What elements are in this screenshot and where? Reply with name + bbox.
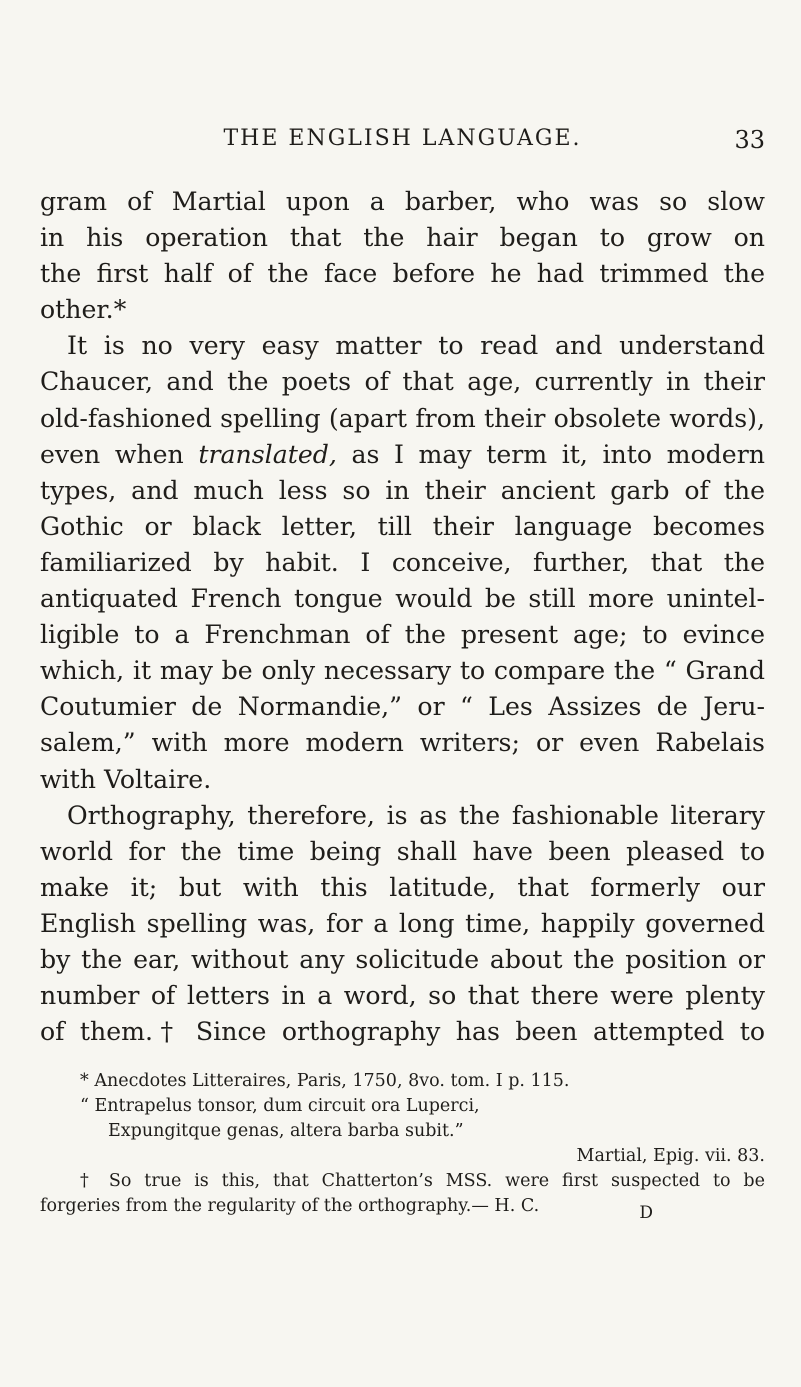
text-segment: even when <box>40 439 184 469</box>
text-line <box>40 437 765 473</box>
text-line: Orthography, therefore, is as the fashionable literary <box>67 800 765 830</box>
footnote-quote-line: “ Entrapelus tonsor, dum circuit ora Luperci, <box>80 1096 480 1116</box>
text-line: familiarized by habit. I conceive, further, that the <box>40 547 765 577</box>
text-line: Gothic or black letter, till their language becomes <box>40 511 765 541</box>
text-line: old-fashioned spelling (apart from their obsolete words), <box>40 403 765 433</box>
text-line: with Voltaire. <box>40 764 212 794</box>
footnote-line: forgeries from the regularity of the orthography.— H. C. <box>40 1196 540 1216</box>
text-segment: as I may term it, into modern <box>351 439 765 469</box>
body-text <box>40 184 765 1050</box>
footnotes <box>40 1069 765 1219</box>
text-line: which, it may be only necessary to compare the “ Grand <box>40 656 765 686</box>
page-header <box>40 126 765 166</box>
running-head: THE ENGLISH LANGUAGE. <box>223 126 582 151</box>
text-line: in his operation that the hair began to grow on <box>40 223 765 253</box>
footnote-line: † So true is this, that Chatterton’s MSS. were first suspected to be <box>80 1171 765 1191</box>
text-line: gram of Martial upon a barber, who was so slow <box>40 187 765 216</box>
text-line: ligible to a Frenchman of the present age; to evince <box>40 620 765 650</box>
citation-text: Martial, Epig. vii. 83. <box>576 1146 765 1166</box>
text-line: the first half of the face before he had trimmed the <box>40 259 765 289</box>
footnote-citation <box>40 1144 765 1169</box>
text-line: number of letters in a word, so that there were plenty <box>40 981 765 1011</box>
text-line: It is no very easy matter to read and understand <box>67 331 765 361</box>
text-line: of them.† Since orthography has been attempted to <box>40 1017 765 1047</box>
book-page <box>40 0 765 1387</box>
text-line: salem,” with more modern writers; or even Rabelais <box>40 728 765 758</box>
italic-word: translated, <box>198 439 337 469</box>
signature-letter: D <box>639 1203 653 1223</box>
text-line: Coutumier de Normandie,” or “ Les Assizes de Jeru- <box>40 692 765 722</box>
footnote-quote-line: Expungitque genas, altera barba subit.” <box>108 1121 464 1141</box>
page-number: 33 <box>734 126 765 154</box>
text-line: English spelling was, for a long time, happily governed <box>40 908 765 938</box>
text-line: by the ear, without any solicitude about the position or <box>40 944 765 974</box>
footnote-line: * Anecdotes Litteraires, Paris, 1750, 8vo. tom. I p. 115. <box>80 1071 570 1091</box>
text-line: other.* <box>40 295 127 325</box>
text-line: make it; but with this latitude, that formerly our <box>40 872 765 902</box>
signature-mark <box>40 1203 765 1223</box>
text-line: world for the time being shall have been pleased to <box>40 836 765 866</box>
text-line: types, and much less so in their ancient garb of the <box>40 475 765 505</box>
text-line: Chaucer, and the poets of that age, currently in their <box>40 367 765 397</box>
text-line: antiquated French tongue would be still more unintel- <box>40 584 765 614</box>
